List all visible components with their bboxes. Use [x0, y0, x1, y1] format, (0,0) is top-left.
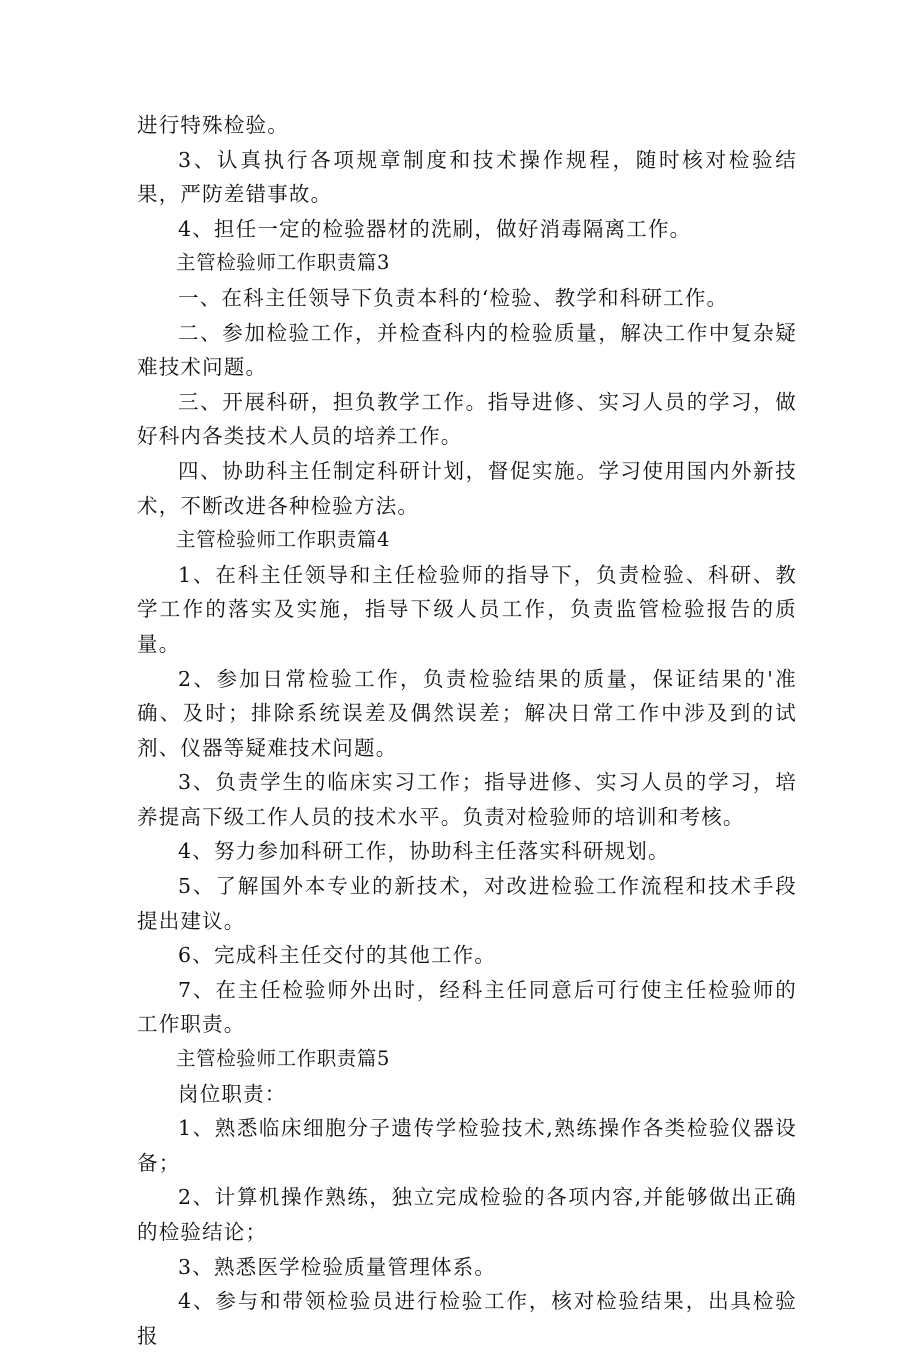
paragraph-item-1: 一、在科主任领导下负责本科的‘检验、教学和科研工作。 — [178, 285, 729, 310]
paragraph-duty-7: 7、在主任检验师外出时，经科主任同意后可行使主任检验师的工作职责。 — [137, 977, 797, 1037]
paragraph-duty-1: 1、在科主任领导和主任检验师的指导下，负责检验、科研、教学工作的落实及实施，指导下级人员工作，负责监管检验报告的质量。 — [137, 562, 797, 656]
paragraph-duty-4: 4、担任一定的检验器材的洗刷，做好消毒隔离工作。 — [178, 216, 692, 241]
paragraph-role-4: 4、参与和带领检验员进行检验工作，核对检验结果，出具检验报 — [137, 1289, 797, 1348]
document-body — [137, 108, 797, 1353]
paragraph-duty-3: 3、负责学生的临床实习工作；指导进修、实习人员的学习，培养提高下级工作人员的技术水平。负责对检验师的培训和考核。 — [137, 770, 797, 829]
section-heading-4: 主管检验师工作职责篇4 — [176, 528, 391, 552]
paragraph-duty-4: 4、努力参加科研工作，协助科主任落实科研规划。 — [178, 839, 670, 864]
paragraph-continuation: 进行特殊检验。 — [137, 113, 289, 137]
paragraph-item-2: 二、参加检验工作，并检查科内的检验质量，解决工作中复杂疑难技术问题。 — [137, 320, 797, 380]
paragraph-role-1: 1、熟悉临床细胞分子遗传学检验技术,熟练操作各类检验仪器设备； — [137, 1116, 797, 1175]
paragraph-duty-3: 3、认真执行各项规章制度和技术操作规程，随时核对检验结果，严防差错事故。 — [137, 147, 797, 207]
section-heading-3: 主管检验师工作职责篇3 — [176, 251, 391, 275]
section-heading-5: 主管检验师工作职责篇5 — [176, 1047, 391, 1071]
paragraph-duty-6: 6、完成科主任交付的其他工作。 — [178, 943, 497, 968]
paragraph-duty-2: 2、参加日常检验工作，负责检验结果的质量，保证结果的'准确、及时；排除系统误差及偶然误差；解决日常工作中涉及到的试剂、仪器等疑难技术问题。 — [137, 666, 797, 760]
paragraph-item-3: 三、开展科研，担负教学工作。指导进修、实习人员的学习，做好科内各类技术人员的培养工作。 — [137, 389, 797, 449]
paragraph-role-2: 2、计算机操作熟练，独立完成检验的各项内容,并能够做出正确的检验结论； — [137, 1185, 797, 1244]
paragraph-role-3: 3、熟悉医学检验质量管理体系。 — [178, 1254, 497, 1279]
paragraph-role-label: 岗位职责： — [178, 1081, 287, 1106]
paragraph-duty-5: 5、了解国外本专业的新技术，对改进检验工作流程和技术手段提出建议。 — [137, 874, 797, 933]
paragraph-item-4: 四、协助科主任制定科研计划，督促实施。学习使用国内外新技术，不断改进各种检验方法。 — [137, 458, 797, 518]
